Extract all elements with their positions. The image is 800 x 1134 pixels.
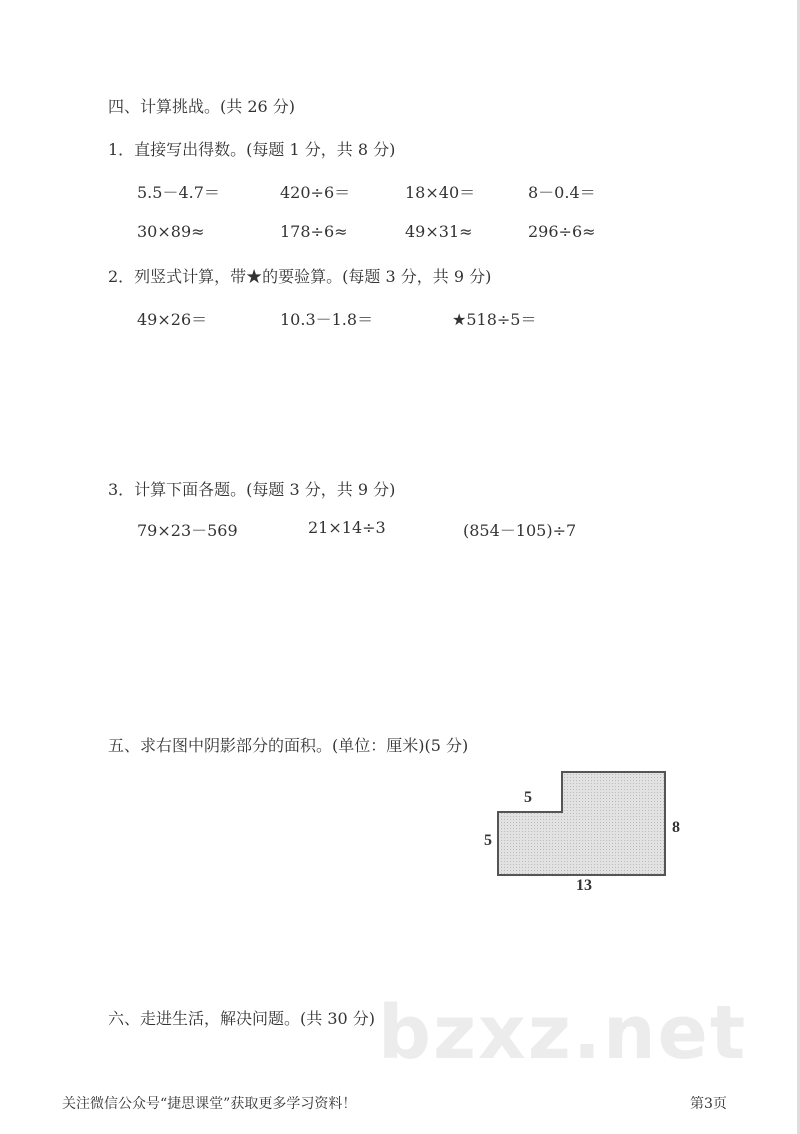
label-bottom: 13 bbox=[576, 877, 592, 894]
q3-item: 79×23－569 bbox=[137, 521, 238, 540]
section-4-title: 四、计算挑战。(共 26 分) bbox=[108, 97, 296, 116]
q3-item: 21×14÷3 bbox=[308, 518, 386, 537]
watermark: bzxz.net bbox=[378, 990, 748, 1076]
q1-item: 18×40＝ bbox=[405, 183, 476, 202]
q1-title: 1．直接写出得数。(每题 1 分，共 8 分) bbox=[108, 140, 396, 159]
q1-item: 49×31≈ bbox=[405, 222, 473, 241]
q2-item: 10.3－1.8＝ bbox=[280, 310, 374, 329]
q2-item: 49×26＝ bbox=[137, 310, 208, 329]
q3-item: (854－105)÷7 bbox=[463, 521, 577, 540]
section-6-title: 六、走进生活，解决问题。(共 30 分) bbox=[108, 1009, 376, 1028]
label-left: 5 bbox=[484, 832, 492, 849]
q1-item: 296÷6≈ bbox=[528, 222, 596, 241]
q1-item: 178÷6≈ bbox=[280, 222, 348, 241]
label-top-step: 5 bbox=[524, 789, 532, 806]
section-5-title: 五、求右图中阴影部分的面积。(单位：厘米)(5 分) bbox=[108, 736, 469, 755]
q1-item: 420÷6＝ bbox=[280, 183, 351, 202]
label-right: 8 bbox=[672, 819, 680, 836]
q2-title: 2．列竖式计算，带★的要验算。(每题 3 分，共 9 分) bbox=[108, 267, 492, 286]
q1-item: 30×89≈ bbox=[137, 222, 205, 241]
shaded-region bbox=[498, 772, 665, 875]
q2-item: ★518÷5＝ bbox=[452, 310, 537, 329]
q3-title: 3．计算下面各题。(每题 3 分，共 9 分) bbox=[108, 480, 396, 499]
page-number: 第3页 bbox=[690, 1096, 727, 1112]
q1-item: 5.5－4.7＝ bbox=[137, 183, 220, 202]
footer-note: 关注微信公众号“捷思课堂”获取更多学习资料！ bbox=[62, 1096, 357, 1112]
q1-item: 8－0.4＝ bbox=[528, 183, 596, 202]
